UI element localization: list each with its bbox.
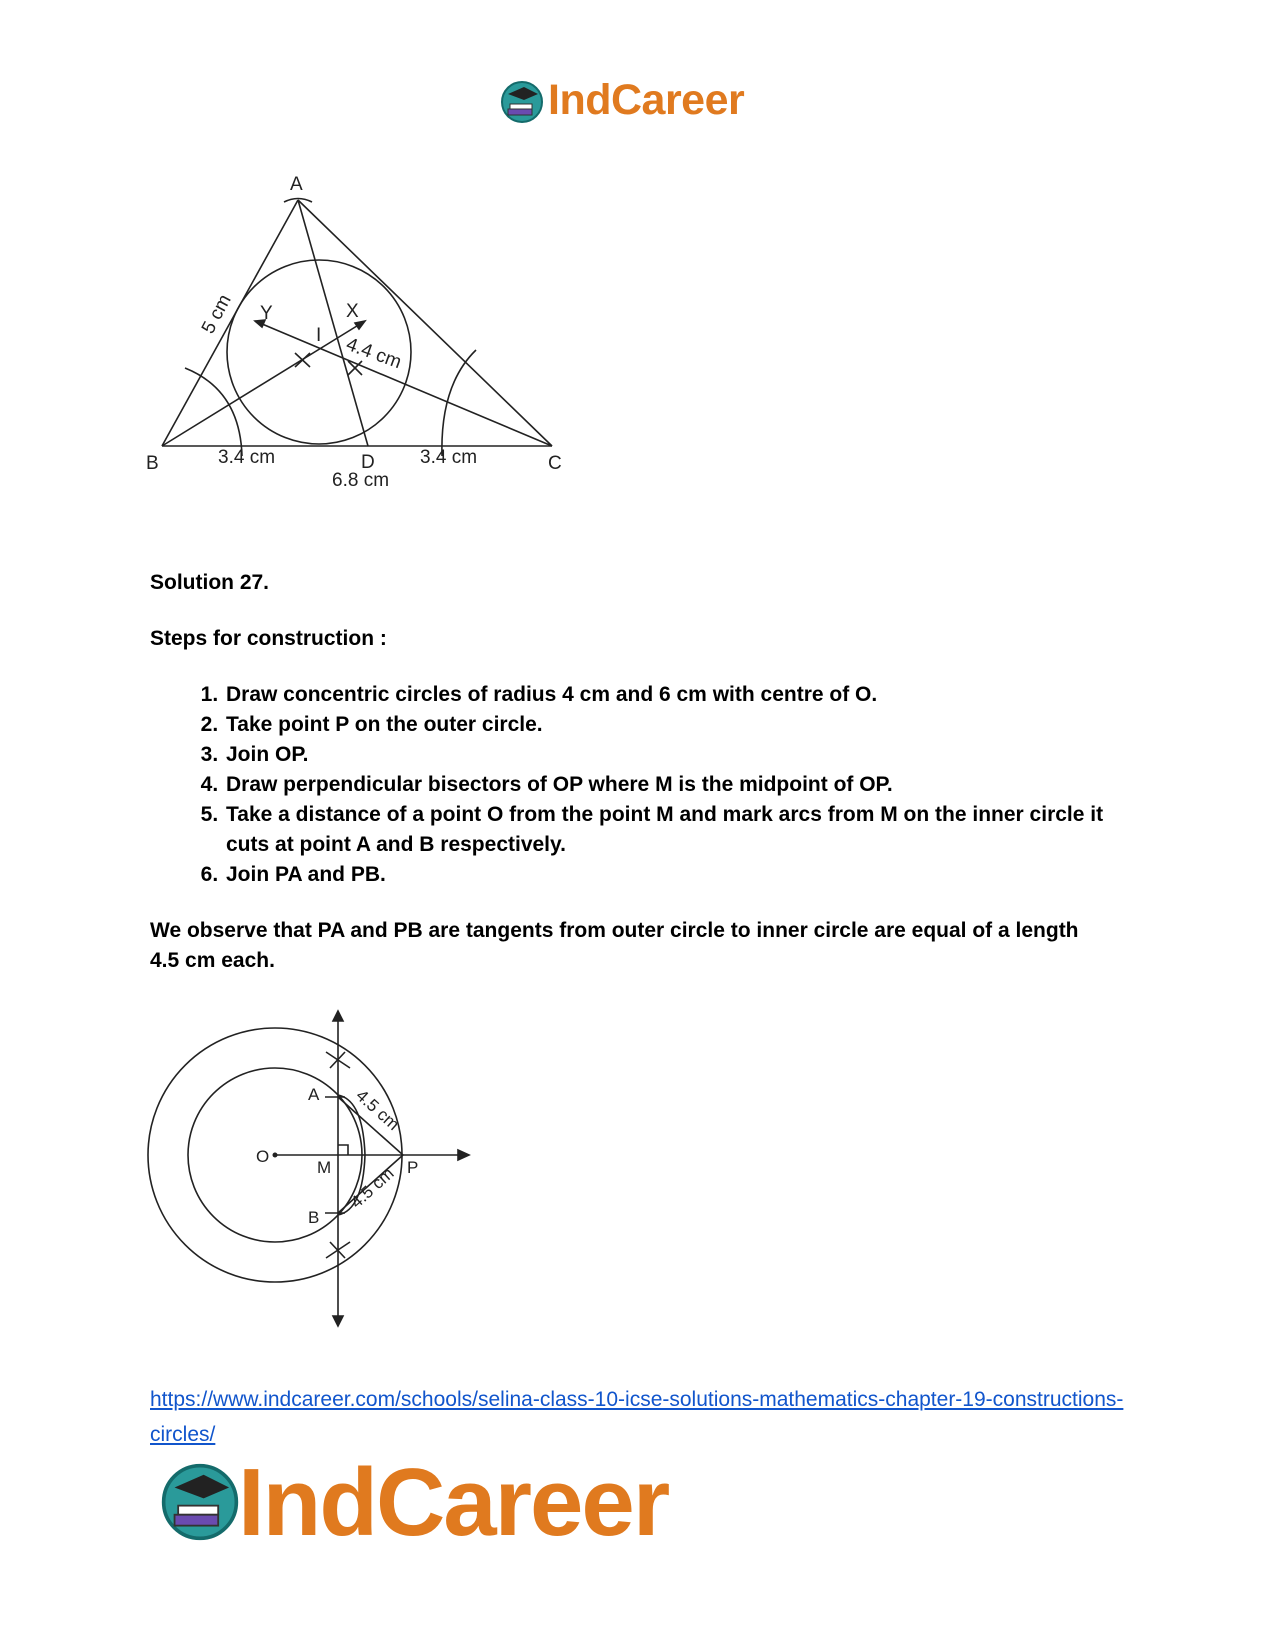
- header-logo: [500, 78, 770, 128]
- label-y: Y: [260, 303, 273, 324]
- label-p: P: [407, 1158, 419, 1177]
- graduation-book-icon: [160, 1462, 240, 1542]
- label-b: B: [146, 453, 159, 474]
- side-ac: [298, 200, 552, 446]
- step-item: 2. Take point P on the outer circle.: [224, 710, 1144, 740]
- tangent-construction-figure: [145, 1005, 500, 1345]
- side-ab: [162, 200, 298, 446]
- logo-wordmark: IndCareer: [548, 76, 745, 124]
- logo-wordmark: IndCareer: [238, 1449, 669, 1556]
- step-item: 6. Join PA and PB.: [224, 860, 1144, 890]
- triangle-incircle-figure: [140, 175, 610, 535]
- label-dc: 3.4 cm: [420, 447, 478, 468]
- label-radius: 4.4 cm: [343, 333, 405, 374]
- step-item: 1. Draw concentric circles of radius 4 cm and 6 cm with centre of O.: [224, 680, 1144, 710]
- solution-title: Solution 27.: [150, 571, 270, 594]
- step-item: 4. Draw perpendicular bisectors of OP where M is the midpoint of OP.: [224, 770, 1144, 800]
- label-o: O: [256, 1147, 270, 1166]
- footer-logo: [160, 1449, 720, 1556]
- label-pb: 4.5 cm: [346, 1163, 398, 1212]
- steps-title: Steps for construction :: [150, 627, 387, 650]
- label-a: A: [308, 1085, 320, 1104]
- label-d: D: [361, 452, 375, 473]
- label-x: X: [346, 301, 359, 322]
- label-a: A: [290, 175, 303, 195]
- source-link[interactable]: https://www.indcareer.com/schools/selina-class-10-icse-solutions-mathematics-chapter-19-constructions-circles/: [150, 1388, 1124, 1446]
- graduation-book-icon: [500, 80, 544, 124]
- construction-steps: [188, 680, 1144, 890]
- label-m: M: [317, 1158, 332, 1177]
- label-ab: 5 cm: [197, 291, 236, 338]
- label-pa: 4.5 cm: [352, 1085, 403, 1135]
- label-b: B: [308, 1208, 320, 1227]
- label-bc: 6.8 cm: [332, 470, 390, 491]
- label-bd: 3.4 cm: [218, 447, 276, 468]
- step-item: 5. Take a distance of a point O from the point M and mark arcs from M on the inner circle it cuts at point A and B respectively.: [224, 800, 1144, 860]
- label-c: C: [548, 453, 562, 474]
- step-item: 3. Join OP.: [224, 740, 1144, 770]
- label-i: I: [316, 325, 322, 346]
- observation-text: We observe that PA and PB are tangents from outer circle to inner circle are equal of a length 4.5 cm each.: [150, 919, 1079, 972]
